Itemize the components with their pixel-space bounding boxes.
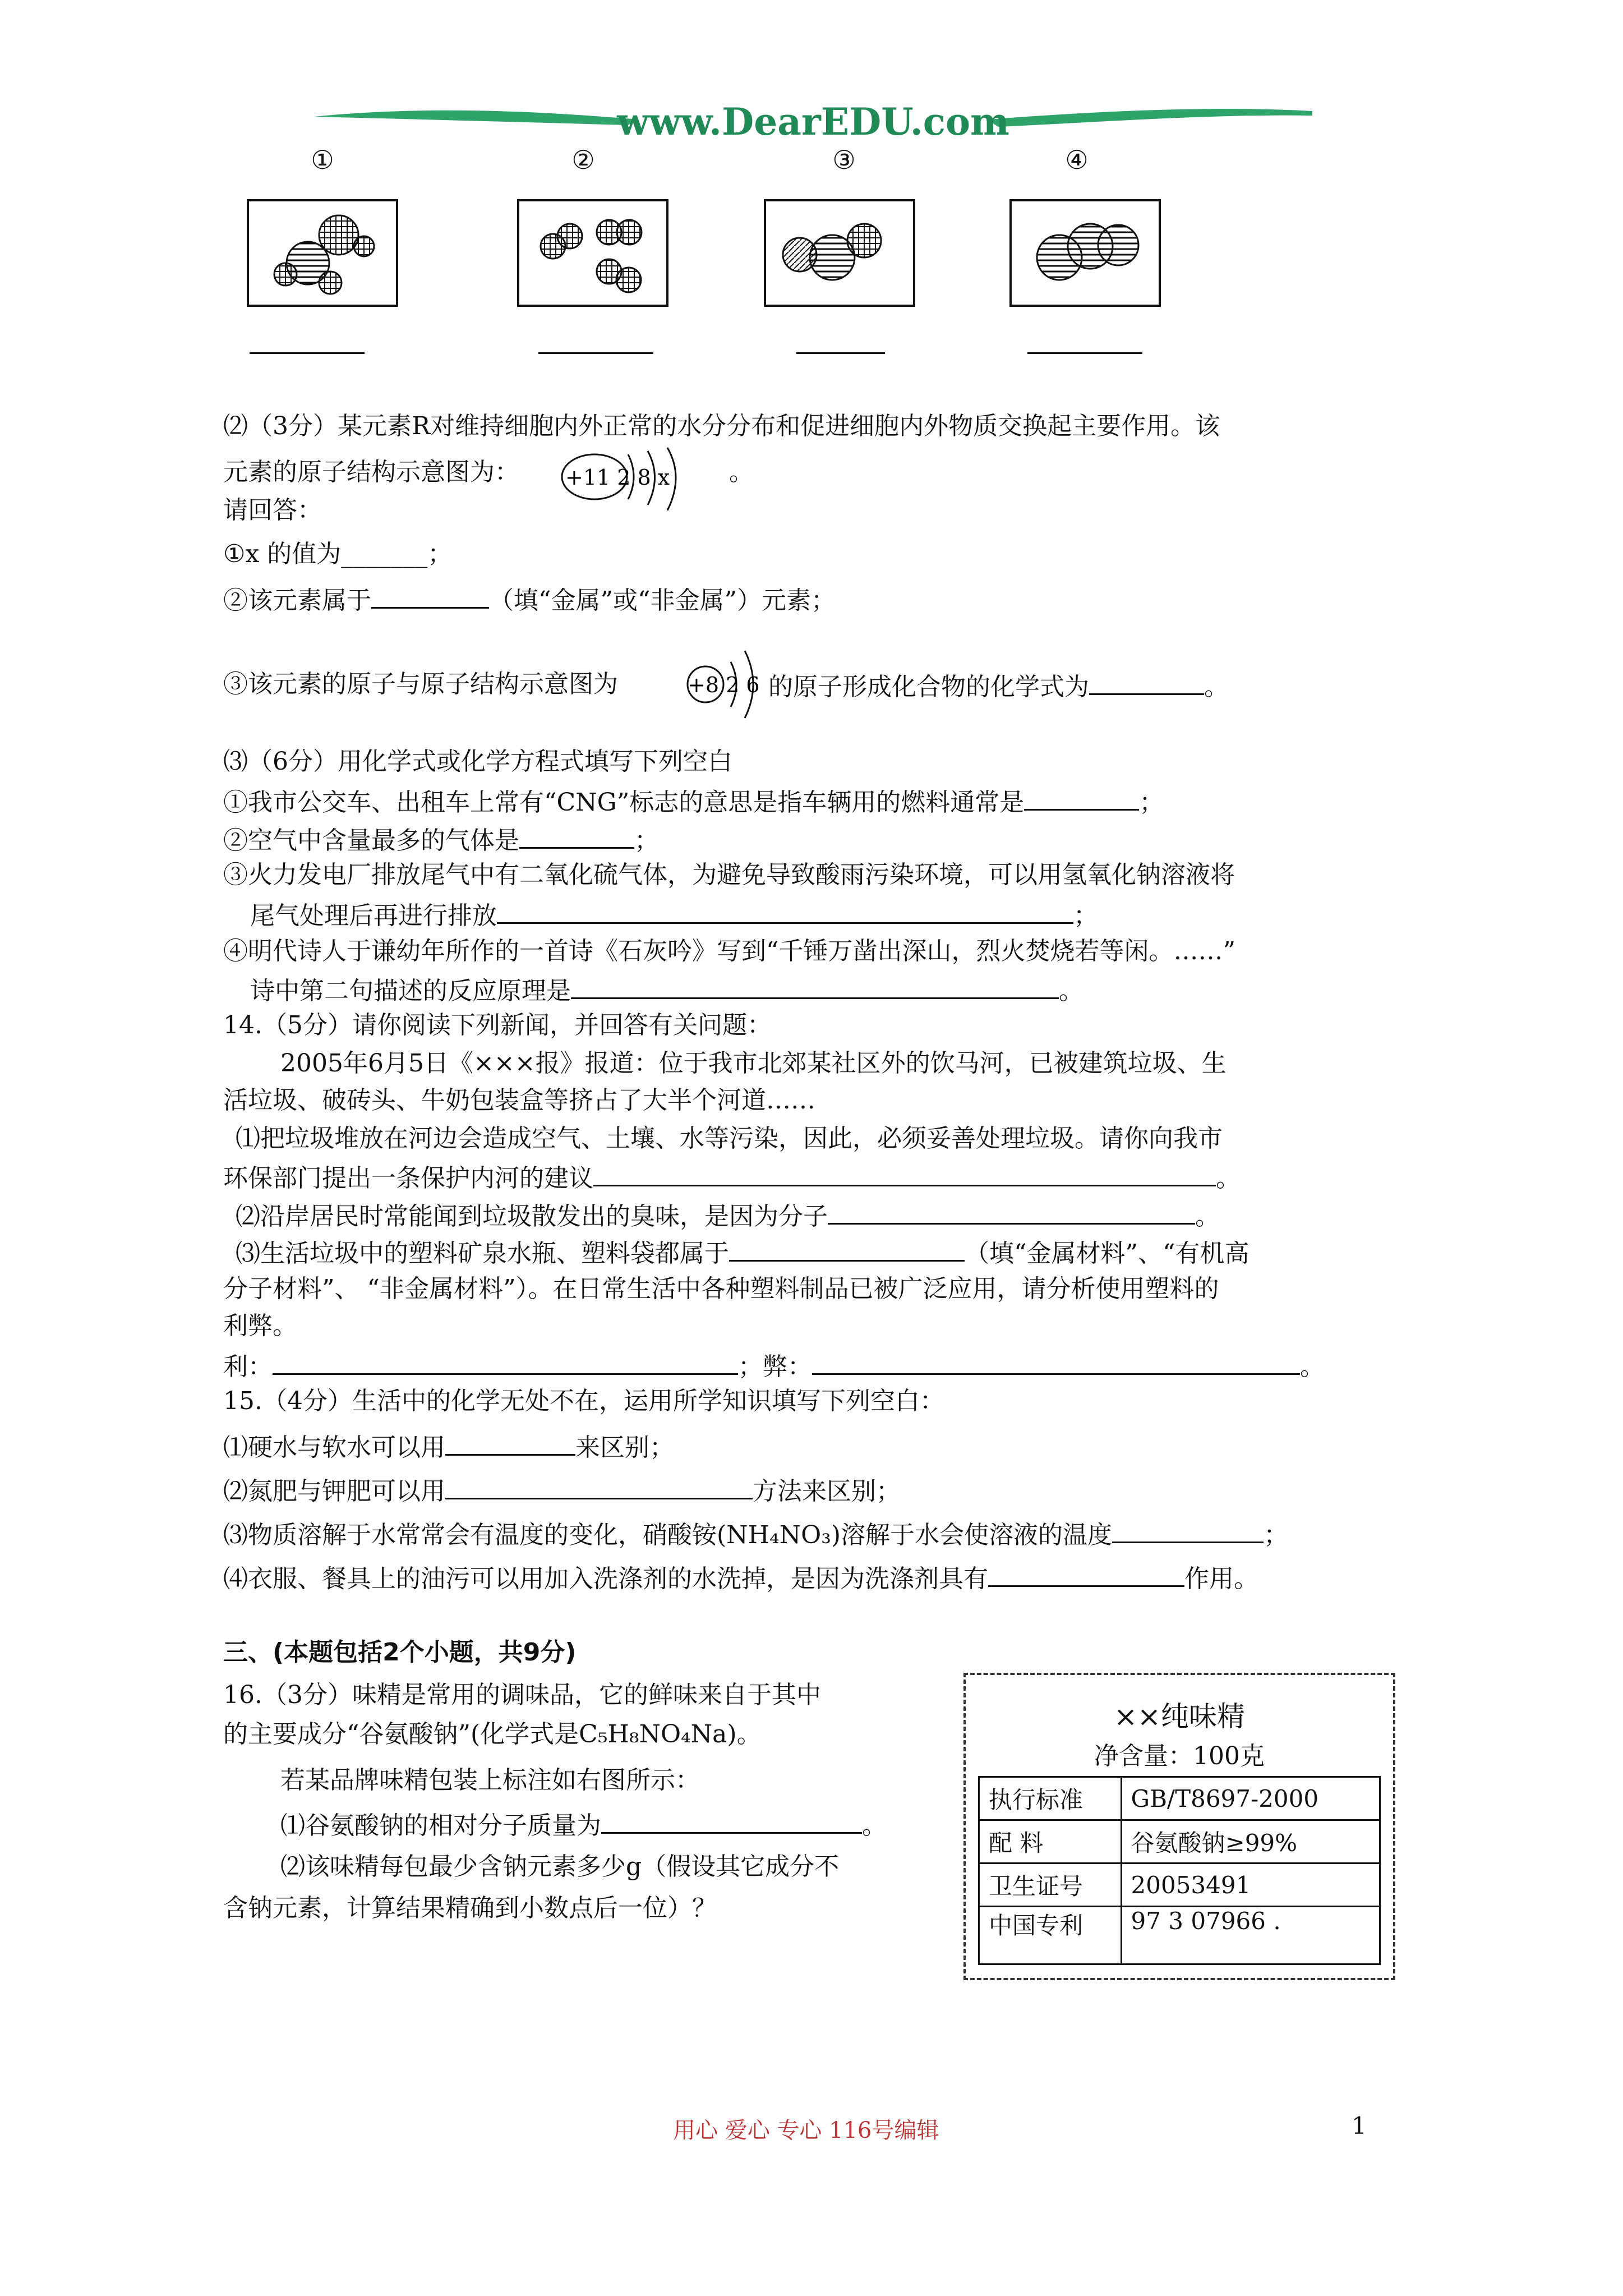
molecule-figure-2 (517, 199, 668, 307)
q13-3-item4-blank[interactable] (571, 973, 1059, 999)
site-name: www.DearEDU.com (617, 100, 1009, 144)
q13-3-item4-line2: 诗中第二句描述的反应原理是 。 (250, 973, 1083, 1007)
package-label-table (978, 1776, 1381, 1965)
package-label-net-content: 净含量：100克 (1094, 1742, 1265, 1770)
q15-title: 15.（4分）生活中的化学无处不在，运用所学知识填写下列空白： (223, 1387, 944, 1415)
table-row: 执行标准 GB/T8697-2000 (979, 1777, 1380, 1820)
table-row: 配 料 谷氨酸钠≥99% (979, 1820, 1380, 1864)
q16-line2: 的主要成分“谷氨酸钠”(化学式是C₅H₈NO₄Na)。 (223, 1720, 762, 1749)
q13-3-item2: ②空气中含量最多的气体是 ； (223, 822, 659, 857)
q15-item1: ⑴硬水与软水可以用 来区别； (223, 1429, 674, 1464)
atomic-structure-oxygen-text: +8 2 6 (688, 673, 760, 697)
figure-label-2: ② (571, 145, 595, 175)
q13-3-item3-line1: ③火力发电厂排放尾气中有二氧化硫气体，为避免导致酸雨污染环境，可以用氢氧化钠溶液将 (223, 861, 1235, 889)
q13-2-item1: ①x 的值为_______； (223, 540, 453, 568)
q16-line1: 16.（3分）味精是常用的调味品，它的鲜味来自于其中 (223, 1681, 821, 1709)
atomic-structure-diagram-oxygen (683, 639, 767, 729)
msg-package-label (963, 1673, 1395, 1980)
q14-part2-blank[interactable] (828, 1198, 1195, 1225)
figure-answer-blank-2[interactable] (538, 352, 653, 354)
q16-line4: ⑴谷氨酸钠的相对分子质量为 。 (280, 1807, 887, 1842)
q15-item2-blank[interactable] (445, 1473, 753, 1499)
q13-2-ask: 请回答： (223, 496, 322, 524)
q16-line3: 若某品牌味精包装上标注如右图所示： (280, 1766, 700, 1795)
table-row: 卫生证号 20053491 (979, 1864, 1380, 1907)
q15-item1-blank[interactable] (445, 1429, 575, 1456)
q13-2-intro-line2: 元素的原子结构示意图为： (223, 458, 519, 486)
q14-part3-blank[interactable] (729, 1235, 965, 1262)
figure-answer-blank-4[interactable] (1027, 352, 1142, 354)
q13-2-item3: ③该元素的原子与原子结构示意图为 (223, 670, 618, 698)
q13-3-item2-blank[interactable] (519, 822, 634, 849)
q14-part1-blank[interactable] (593, 1160, 1216, 1186)
q13-3-title: ⑶（6分）用化学式或化学方程式填写下列空白 (223, 747, 732, 776)
q16-part1-blank[interactable] (601, 1807, 862, 1834)
q13-2-intro-line1: ⑵（3分）某元素R对维持细胞内外正常的水分分布和促进细胞内外物质交换起主要作用。该 (223, 412, 1220, 440)
q13-3-item1-blank[interactable] (1024, 784, 1139, 811)
q14-pros-cons: 利： ；弊： 。 (223, 1349, 1325, 1383)
q14-part1-line2: 环保部门提出一条保护内河的建议 。 (223, 1160, 1241, 1194)
table-row: 中国专利 97 3 07966 . (979, 1907, 1380, 1964)
q13-3-item4-line1: ④明代诗人于谦幼年所作的一首诗《石灰吟》写到“千锤万凿出深山，烈火焚烧若等闲。……” (223, 937, 1235, 965)
q14-news-line2: 活垃圾、破砖头、牛奶包装盒等挤占了大半个河道…… (223, 1086, 815, 1115)
q14-part3-line2: 分子材料”、 “非金属材料”）。在日常生活中各种塑料制品已被广泛应用，请分析使用塑料的 (223, 1274, 1219, 1303)
q14-title: 14.（5分）请你阅读下列新闻，并回答有关问题： (223, 1011, 772, 1039)
q13-3-item3-line2: 尾气处理后再进行排放 ； (250, 898, 1098, 932)
atomic-structure-r-text: +11 2 8 x (565, 465, 670, 490)
figure-label-1: ① (311, 145, 334, 175)
q13-2-item2-blank[interactable] (371, 582, 489, 609)
q14-part3-line1: ⑶生活垃圾中的塑料矿泉水瓶、塑料袋都属于 （填“金属材料”、“有机高 (236, 1235, 1249, 1269)
molecule-figure-4 (1009, 199, 1161, 307)
q14-cons-blank[interactable] (812, 1349, 1300, 1375)
figure-answer-blank-3[interactable] (796, 352, 885, 354)
section3-title: 三、(本题包括2个小题，共9分) (223, 1638, 577, 1667)
q15-item3-blank[interactable] (1112, 1517, 1264, 1543)
q13-2-item3-blank[interactable] (1089, 669, 1204, 695)
q15-item4: ⑷衣服、餐具上的油污可以用加入洗涤剂的水洗掉，是因为洗涤剂具有 作用。 (223, 1561, 1258, 1595)
site-logo (314, 94, 1312, 150)
q14-part1-line1: ⑴把垃圾堆放在河边会造成空气、土壤、水等污染，因此，必须妥善处理垃圾。请你向我市 (236, 1124, 1223, 1153)
q13-3-item1: ①我市公交车、出租车上常有“CNG”标志的意思是指车辆用的燃料通常是 ； (223, 784, 1164, 818)
q14-part3-line3: 利弊。 (223, 1312, 297, 1340)
atomic-structure-diagram-r (555, 443, 701, 516)
molecule-figure-1 (247, 199, 398, 307)
q14-part2: ⑵沿岸居民时常能闻到垃圾散发出的臭味，是因为分子 。 (236, 1198, 1220, 1232)
q15-item3: ⑶物质溶解于水常常会有温度的变化，硝酸铵(NH₄NO₃)溶解于水会使溶液的温度 ； (223, 1517, 1288, 1551)
q15-item4-blank[interactable] (988, 1561, 1184, 1587)
footer-editor-text: 用心 爱心 专心 116号编辑 (673, 2118, 939, 2143)
q14-news-line1: 2005年6月5日《×××报》报道：位于我市北郊某社区外的饮马河，已被建筑垃圾、生 (280, 1049, 1227, 1078)
q14-pros-blank[interactable] (273, 1349, 738, 1375)
q13-2-item3-cont: 的原子形成化合物的化学式为 。 (768, 669, 1229, 703)
figure-label-4: ④ (1065, 145, 1089, 175)
q13-3-item3-blank[interactable] (497, 898, 1073, 924)
figure-label-3: ③ (832, 145, 856, 175)
q15-item2: ⑵氮肥与钾肥可以用 方法来区别； (223, 1473, 901, 1507)
q13-2-item2: ②该元素属于 （填“金属”或“非金属”）元素； (223, 582, 836, 616)
page-number: 1 (1352, 2112, 1367, 2139)
figure-answer-blank-1[interactable] (250, 352, 365, 354)
q13-2-intro-period: 。 (729, 458, 754, 486)
package-label-title: ××纯味精 (1114, 1700, 1245, 1733)
molecule-figure-3 (764, 199, 915, 307)
q16-line6: 含钠元素，计算结果精确到小数点后一位）？ (223, 1894, 717, 1922)
q16-line5: ⑵该味精每包最少含钠元素多少g（假设其它成分不 (280, 1852, 840, 1881)
